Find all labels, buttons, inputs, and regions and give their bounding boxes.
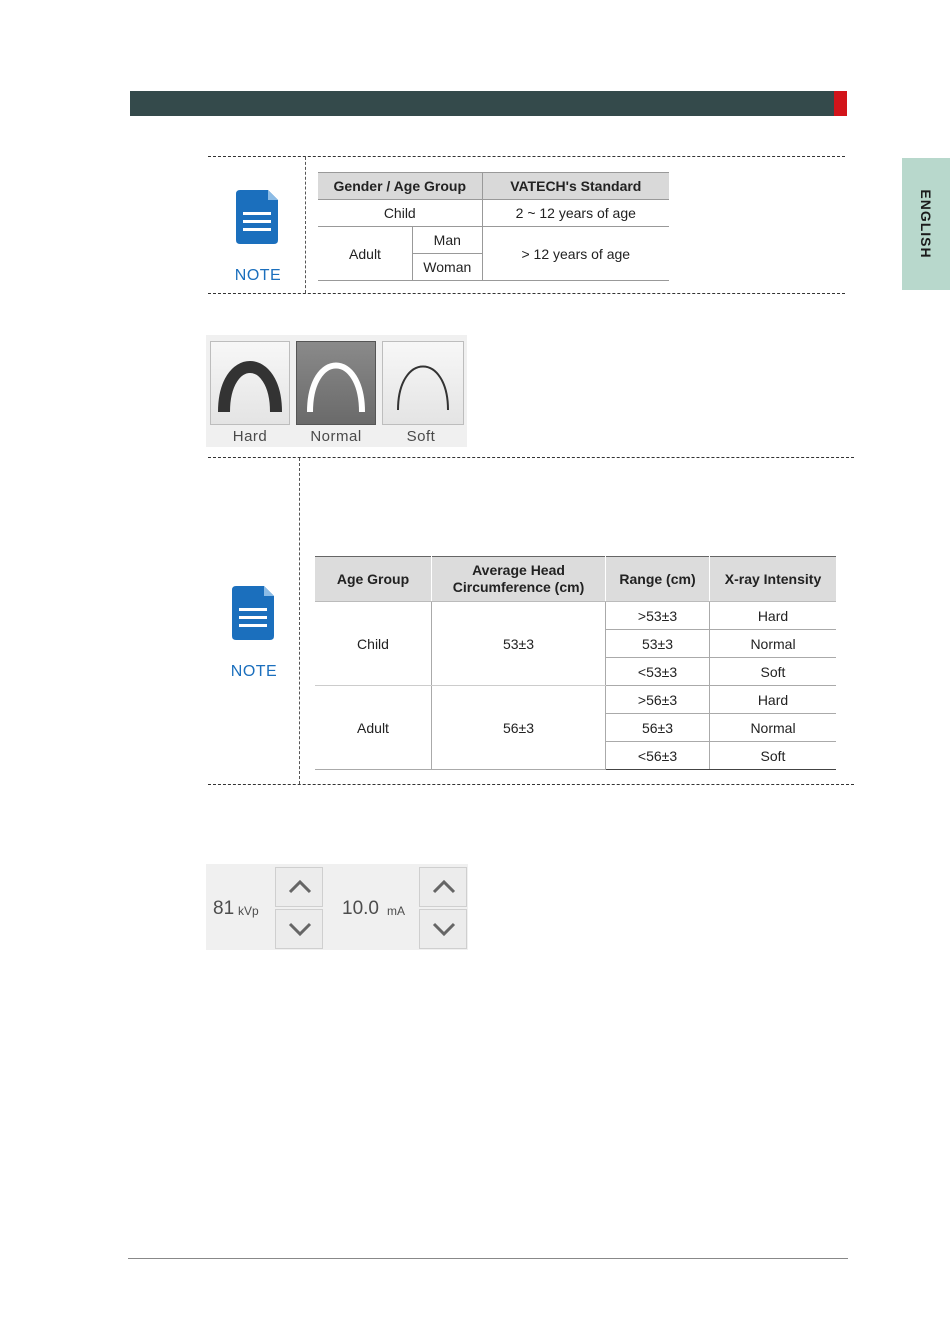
intensity-hard-label: Hard <box>232 428 268 445</box>
table-cell: Hard <box>710 686 837 714</box>
kvp-value: 81 <box>213 898 235 919</box>
note2-vertical-divider <box>299 458 300 784</box>
kvp-decrease-button[interactable] <box>275 909 323 949</box>
note2-badge <box>224 584 284 681</box>
note1-label: NOTE <box>234 267 282 284</box>
table-row <box>318 200 669 227</box>
table-header: Gender / Age Group <box>318 173 482 200</box>
intensity-soft-button[interactable] <box>382 341 464 425</box>
intensity-normal-button[interactable] <box>296 341 376 425</box>
table-cell: Woman <box>413 254 483 281</box>
table-cell: Adult <box>315 686 432 770</box>
soft-arch-icon <box>383 342 463 424</box>
note2-label: NOTE <box>230 663 278 680</box>
table-cell: Soft <box>710 658 837 686</box>
age-group-table <box>318 172 669 281</box>
table-header: Range (cm) <box>606 557 710 602</box>
table-cell: 56±3 <box>606 714 710 742</box>
hard-arch-icon <box>211 342 289 424</box>
chevron-up-icon <box>432 877 456 897</box>
table-header-row <box>315 557 836 602</box>
chevron-down-icon <box>288 919 312 939</box>
language-tab[interactable] <box>902 158 950 290</box>
exposure-control-panel <box>206 864 468 950</box>
intensity-hard-button[interactable] <box>210 341 290 425</box>
table-cell: Adult <box>318 227 413 281</box>
chevron-down-icon <box>432 919 456 939</box>
head-circumference-table <box>315 556 836 770</box>
table-row <box>318 227 669 254</box>
table-header: X-ray Intensity <box>710 557 837 602</box>
note1-bottom-divider <box>208 293 845 294</box>
table-cell: Child <box>315 602 432 686</box>
table-cell: Child <box>318 200 482 227</box>
table-row <box>315 686 836 714</box>
intensity-normal-label: Normal <box>310 428 362 445</box>
note1-top-divider <box>208 156 845 157</box>
kvp-unit: kVp <box>238 904 259 918</box>
table-cell: 2 ~ 12 years of age <box>482 200 669 227</box>
table-cell: Soft <box>710 742 837 770</box>
table-cell: Hard <box>710 602 837 630</box>
table-cell: >56±3 <box>606 686 710 714</box>
intensity-selector <box>206 335 467 447</box>
note1-vertical-divider <box>305 157 306 293</box>
intensity-soft-label: Soft <box>406 428 436 445</box>
table-row <box>315 602 836 630</box>
table-cell: 53±3 <box>432 602 606 686</box>
ma-value: 10.0 <box>342 898 379 919</box>
note2-top-divider <box>208 457 854 458</box>
ma-increase-button[interactable] <box>419 867 467 907</box>
language-tab-label: ENGLISH <box>918 189 934 259</box>
header-bar <box>130 91 834 116</box>
ma-decrease-button[interactable] <box>419 909 467 949</box>
table-header: VATECH's Standard <box>482 173 669 200</box>
normal-arch-icon <box>297 342 375 424</box>
table-cell: 53±3 <box>606 630 710 658</box>
table-header: Age Group <box>315 557 432 602</box>
header-accent <box>834 91 847 116</box>
ma-unit: mA <box>387 904 405 918</box>
note1-badge <box>228 188 288 285</box>
note-document-icon <box>228 188 288 260</box>
note-document-icon <box>224 584 284 656</box>
table-cell: Normal <box>710 630 837 658</box>
chevron-up-icon <box>288 877 312 897</box>
table-cell: 56±3 <box>432 686 606 770</box>
footer-divider <box>128 1258 848 1259</box>
table-header: Average Head Circumference (cm) <box>432 557 606 602</box>
note2-bottom-divider <box>208 784 854 785</box>
table-cell: Man <box>413 227 483 254</box>
table-cell: <53±3 <box>606 658 710 686</box>
table-header-row <box>318 173 669 200</box>
table-cell: <56±3 <box>606 742 710 770</box>
table-cell: >53±3 <box>606 602 710 630</box>
table-cell: > 12 years of age <box>482 227 669 281</box>
kvp-increase-button[interactable] <box>275 867 323 907</box>
table-cell: Normal <box>710 714 837 742</box>
